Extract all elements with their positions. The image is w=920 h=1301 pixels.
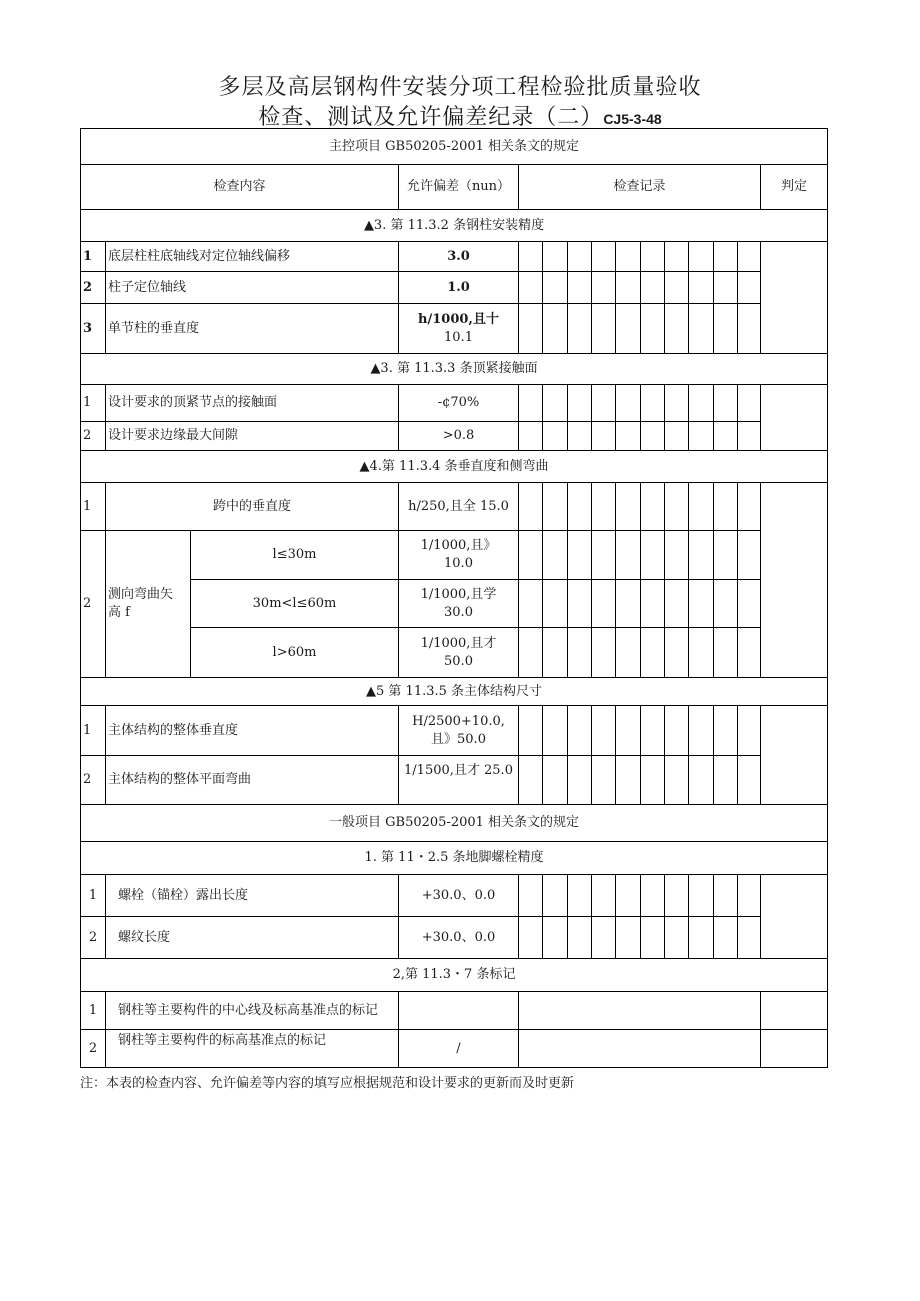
row-tolerance: h/250,且全 15.0 xyxy=(399,483,519,531)
record-cell[interactable] xyxy=(616,304,641,354)
row-tolerance: 1/1500,且才 25.0 xyxy=(399,756,519,805)
record-cell[interactable] xyxy=(543,304,568,354)
record-cell[interactable] xyxy=(689,875,714,917)
record-cell[interactable] xyxy=(519,706,543,756)
record-cell[interactable] xyxy=(738,875,761,917)
record-cell[interactable] xyxy=(616,385,641,422)
content-line1: 测向弯曲矢 xyxy=(108,587,174,602)
record-cell[interactable] xyxy=(738,385,761,422)
record-cell[interactable] xyxy=(689,580,714,628)
record-cell[interactable] xyxy=(592,304,616,354)
row-tolerance: +30.0、0.0 xyxy=(399,917,519,959)
record-cell[interactable] xyxy=(714,483,738,531)
row-number: 1 xyxy=(81,385,106,422)
record-cell[interactable] xyxy=(714,422,738,451)
record-cell[interactable] xyxy=(738,242,761,272)
record-cell[interactable] xyxy=(568,483,592,531)
record-cell[interactable] xyxy=(689,242,714,272)
judge-cell[interactable] xyxy=(761,875,828,959)
record-cell[interactable] xyxy=(616,531,641,580)
record-cell[interactable] xyxy=(543,242,568,272)
record-cell[interactable] xyxy=(665,917,689,959)
row-content: 螺栓（锚栓）露出长度 xyxy=(106,875,399,917)
record-cell[interactable] xyxy=(738,917,761,959)
record-cell[interactable] xyxy=(641,242,665,272)
row-content: 钢柱等主要构件的中心线及标高基准点的标记 xyxy=(106,992,399,1030)
record-cell[interactable] xyxy=(543,422,568,451)
row-content: 主体结构的整体垂直度 xyxy=(106,706,399,756)
sub-condition: 30m<l≤60m xyxy=(191,580,399,628)
record-cell[interactable] xyxy=(568,917,592,959)
record-cell[interactable] xyxy=(641,628,665,678)
judge-cell[interactable] xyxy=(761,385,828,451)
record-cell[interactable] xyxy=(641,272,665,304)
record-cell[interactable] xyxy=(616,875,641,917)
record-cell[interactable] xyxy=(592,242,616,272)
row-tolerance xyxy=(399,580,519,628)
section-title: ▲5 第 11.3.5 条主体结构尺寸 xyxy=(81,678,828,706)
row-number: 1 xyxy=(81,706,106,756)
section-title: ▲3. 第 11.3.2 条钢柱安装精度 xyxy=(81,210,828,242)
row-number: 3 xyxy=(81,304,106,354)
record-cell[interactable] xyxy=(665,242,689,272)
main-control-header: 主控项目 GB50205-2001 相关条文的规定 xyxy=(81,129,828,165)
row-tolerance: 3.0 xyxy=(399,242,519,272)
record-cell[interactable] xyxy=(665,422,689,451)
row-tolerance xyxy=(399,628,519,678)
tolerance-line2: 30.0 xyxy=(444,604,473,620)
judge-cell[interactable] xyxy=(761,706,828,805)
record-cell[interactable] xyxy=(568,272,592,304)
tolerance-line2: 且》50.0 xyxy=(431,731,486,747)
row-content xyxy=(106,531,191,678)
record-cell[interactable] xyxy=(592,917,616,959)
record-cell[interactable] xyxy=(641,756,665,805)
row-tolerance xyxy=(399,531,519,580)
record-cell[interactable] xyxy=(738,531,761,580)
record-cell[interactable] xyxy=(641,706,665,756)
judge-cell[interactable] xyxy=(761,242,828,354)
record-cell[interactable] xyxy=(568,706,592,756)
record-cell[interactable] xyxy=(568,422,592,451)
row-tolerance xyxy=(399,304,519,354)
record-cell[interactable] xyxy=(641,304,665,354)
title-line1: 多层及高层钢构件安装分项工程检验批质量验收 xyxy=(218,75,702,100)
row-content: 柱子定位轴线 xyxy=(106,272,399,304)
record-cell[interactable] xyxy=(689,272,714,304)
record-cell[interactable] xyxy=(665,706,689,756)
row-tolerance xyxy=(399,706,519,756)
record-cell[interactable] xyxy=(543,875,568,917)
tolerance-line2: 50.0 xyxy=(444,653,473,669)
row-number: 2 xyxy=(81,531,106,678)
tolerance-line2: 10.0 xyxy=(444,556,473,571)
row-content: 单节柱的垂直度 xyxy=(106,304,399,354)
record-cell[interactable] xyxy=(592,483,616,531)
section-title: ▲3. 第 11.3.3 条顶紧接触面 xyxy=(81,354,828,385)
record-cell[interactable] xyxy=(665,304,689,354)
record-cell[interactable] xyxy=(519,628,543,678)
record-cell[interactable] xyxy=(665,385,689,422)
record-cell[interactable] xyxy=(616,580,641,628)
record-cell[interactable] xyxy=(568,242,592,272)
row-number: 2 xyxy=(81,1030,106,1068)
record-cell[interactable] xyxy=(714,272,738,304)
record-cell[interactable] xyxy=(543,272,568,304)
sub-condition: l>60m xyxy=(191,628,399,678)
row-number: 1 xyxy=(81,992,106,1030)
record-cell[interactable] xyxy=(519,875,543,917)
record-cell[interactable] xyxy=(543,756,568,805)
record-cell[interactable] xyxy=(641,580,665,628)
footnote: 注：本表的检查内容、允许偏差等内容的填写应根据规范和设计要求的更新而及时更新 xyxy=(80,1076,575,1091)
content-line2: 高 f xyxy=(108,605,130,620)
record-cell[interactable] xyxy=(689,531,714,580)
row-content: 底层柱柱底轴线对定位轴线偏移 xyxy=(106,242,399,272)
record-cell[interactable] xyxy=(738,483,761,531)
record-cell[interactable] xyxy=(689,628,714,678)
col-header-record: 检查记录 xyxy=(519,165,761,210)
row-number: 1 xyxy=(81,242,106,272)
record-cell[interactable] xyxy=(568,385,592,422)
record-cell[interactable] xyxy=(616,483,641,531)
tolerance-line1: 1/1000,且学 xyxy=(420,586,497,602)
record-cell[interactable] xyxy=(519,422,543,451)
row-content: 主体结构的整体平面弯曲 xyxy=(106,756,399,805)
record-cell[interactable] xyxy=(519,917,543,959)
record-cell[interactable] xyxy=(616,628,641,678)
record-cell[interactable] xyxy=(665,272,689,304)
tolerance-line1: h/1000,且十 xyxy=(418,311,499,327)
record-cell[interactable] xyxy=(519,272,543,304)
col-header-tolerance: 允许偏差（nun） xyxy=(399,165,519,210)
record-cell[interactable] xyxy=(714,628,738,678)
record-cell[interactable] xyxy=(738,706,761,756)
record-cell[interactable] xyxy=(714,531,738,580)
record-cell[interactable] xyxy=(592,531,616,580)
record-cell[interactable] xyxy=(665,580,689,628)
row-content: 跨中的垂直度 xyxy=(106,483,399,531)
record-cell[interactable] xyxy=(592,422,616,451)
record-cell[interactable] xyxy=(689,304,714,354)
record-cell[interactable] xyxy=(519,992,761,1030)
record-cell[interactable] xyxy=(689,483,714,531)
tolerance-line2: 10.1 xyxy=(444,329,473,345)
record-cell[interactable] xyxy=(543,385,568,422)
record-cell[interactable] xyxy=(641,483,665,531)
section-title: ▲4.第 11.3.4 条垂直度和侧弯曲 xyxy=(81,451,828,483)
record-cell[interactable] xyxy=(738,304,761,354)
row-tolerance: 1.0 xyxy=(399,272,519,304)
row-number: 1 xyxy=(81,875,106,917)
record-cell[interactable] xyxy=(641,917,665,959)
record-cell[interactable] xyxy=(714,706,738,756)
section-title: 1. 第 11・2.5 条地脚螺栓精度 xyxy=(81,842,828,875)
row-content: 螺纹长度 xyxy=(106,917,399,959)
record-cell[interactable] xyxy=(543,531,568,580)
judge-cell[interactable] xyxy=(761,1030,828,1068)
record-cell[interactable] xyxy=(568,531,592,580)
record-cell[interactable] xyxy=(689,422,714,451)
record-cell[interactable] xyxy=(738,422,761,451)
record-cell[interactable] xyxy=(714,304,738,354)
row-tolerance: >0.8 xyxy=(399,422,519,451)
record-cell[interactable] xyxy=(543,917,568,959)
judge-cell[interactable] xyxy=(761,483,828,678)
row-content: 设计要求边缘最大间隙 xyxy=(106,422,399,451)
row-tolerance: -¢70% xyxy=(399,385,519,422)
sub-condition: l≤30m xyxy=(191,531,399,580)
record-cell[interactable] xyxy=(568,756,592,805)
record-cell[interactable] xyxy=(592,706,616,756)
record-cell[interactable] xyxy=(592,580,616,628)
record-cell[interactable] xyxy=(616,272,641,304)
record-cell[interactable] xyxy=(665,875,689,917)
record-cell[interactable] xyxy=(665,531,689,580)
record-cell[interactable] xyxy=(543,628,568,678)
record-cell[interactable] xyxy=(665,628,689,678)
record-cell[interactable] xyxy=(714,242,738,272)
record-cell[interactable] xyxy=(616,242,641,272)
record-cell[interactable] xyxy=(738,756,761,805)
record-cell[interactable] xyxy=(616,706,641,756)
row-content: 钢柱等主要构件的标高基准点的标记 xyxy=(106,1030,399,1068)
record-cell[interactable] xyxy=(738,272,761,304)
record-cell[interactable] xyxy=(714,756,738,805)
col-header-judge: 判定 xyxy=(761,165,828,210)
record-cell[interactable] xyxy=(592,756,616,805)
record-cell[interactable] xyxy=(641,422,665,451)
record-cell[interactable] xyxy=(616,756,641,805)
record-cell[interactable] xyxy=(689,385,714,422)
record-cell[interactable] xyxy=(519,531,543,580)
record-cell[interactable] xyxy=(519,242,543,272)
record-cell[interactable] xyxy=(714,917,738,959)
record-cell[interactable] xyxy=(592,628,616,678)
row-tolerance: +30.0、0.0 xyxy=(399,875,519,917)
record-cell[interactable] xyxy=(641,385,665,422)
row-number: 1 xyxy=(81,483,106,531)
record-cell[interactable] xyxy=(543,706,568,756)
record-cell[interactable] xyxy=(689,756,714,805)
record-cell[interactable] xyxy=(616,422,641,451)
record-cell[interactable] xyxy=(738,580,761,628)
record-cell[interactable] xyxy=(665,756,689,805)
row-tolerance xyxy=(399,992,519,1030)
row-number: 2 xyxy=(81,756,106,805)
inspection-table xyxy=(80,128,828,1068)
record-cell[interactable] xyxy=(519,580,543,628)
row-tolerance: / xyxy=(399,1030,519,1068)
record-cell[interactable] xyxy=(519,483,543,531)
record-cell[interactable] xyxy=(714,580,738,628)
col-header-content: 检查内容 xyxy=(81,165,399,210)
record-cell[interactable] xyxy=(519,304,543,354)
record-cell[interactable] xyxy=(543,580,568,628)
section-title: 2,第 11.3・7 条标记 xyxy=(81,959,828,992)
general-header: 一般项目 GB50205-2001 相关条文的规定 xyxy=(81,805,828,842)
row-number: 2 xyxy=(81,272,106,304)
record-cell[interactable] xyxy=(689,706,714,756)
record-cell[interactable] xyxy=(592,385,616,422)
record-cell[interactable] xyxy=(714,875,738,917)
record-cell[interactable] xyxy=(665,483,689,531)
record-cell[interactable] xyxy=(738,628,761,678)
record-cell[interactable] xyxy=(592,272,616,304)
title-text: 检查、测试及允许偏差纪录（二） xyxy=(258,105,604,130)
judge-cell[interactable] xyxy=(761,992,828,1030)
record-cell[interactable] xyxy=(543,483,568,531)
row-number: 2 xyxy=(81,917,106,959)
record-cell[interactable] xyxy=(689,917,714,959)
record-cell[interactable] xyxy=(519,385,543,422)
record-cell[interactable] xyxy=(616,917,641,959)
record-cell[interactable] xyxy=(519,756,543,805)
tolerance-line1: H/2500+10.0, xyxy=(412,713,505,729)
record-cell[interactable] xyxy=(714,385,738,422)
record-cell[interactable] xyxy=(592,875,616,917)
title-line2 xyxy=(0,100,920,131)
record-cell[interactable] xyxy=(641,531,665,580)
record-cell[interactable] xyxy=(641,875,665,917)
tolerance-line1: 1/1000,且才 xyxy=(420,635,497,651)
title-code: CJ5-3-48 xyxy=(603,111,662,127)
tolerance-line1: 1/1000,且》 xyxy=(420,538,497,553)
row-content: 设计要求的顶紧节点的接触面 xyxy=(106,385,399,422)
record-cell[interactable] xyxy=(568,875,592,917)
record-cell[interactable] xyxy=(568,628,592,678)
row-number: 2 xyxy=(81,422,106,451)
record-cell[interactable] xyxy=(568,304,592,354)
record-cell[interactable] xyxy=(519,1030,761,1068)
record-cell[interactable] xyxy=(568,580,592,628)
